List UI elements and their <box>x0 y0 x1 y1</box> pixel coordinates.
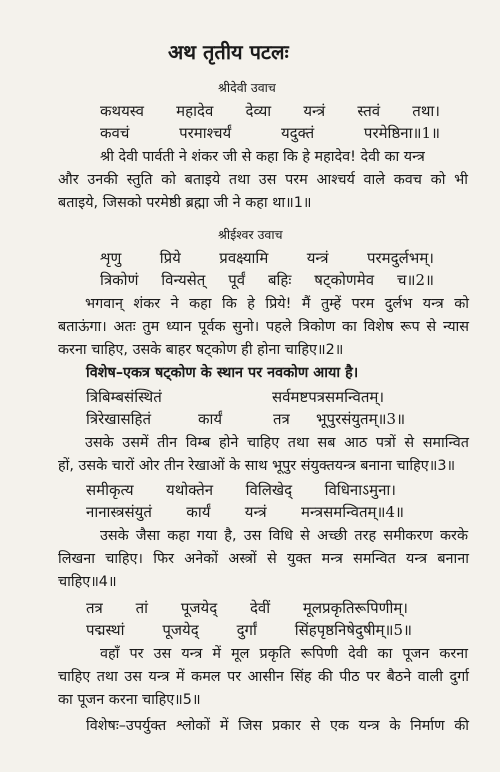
translation-line: करना चाहिए, उसके बाहर षट्कोण ही होना चाहिए॥2॥ <box>58 342 344 358</box>
chapter-title: अथ तृतीय पटलः <box>168 40 289 64</box>
verse-word: कार्यं <box>198 410 223 428</box>
translation-line: बताइये, जिसको परमेष्ठी ब्रह्मा जी ने कहा था॥1॥ <box>58 195 312 211</box>
verse-word: सर्वमष्टपत्रसमन्वितम्। <box>272 388 385 406</box>
verse-line: नानास्त्रसंयुतं कार्यं यन्त्रं मन्त्रसमन्वितम्॥4॥ <box>86 503 404 521</box>
translation-line: चाहिए॥4॥ <box>58 574 117 590</box>
translation-line: भगवान् शंकर ने कहा कि हे प्रिये! मैं तुम्हें परम दुर्लभ यन्त्र को <box>85 296 469 312</box>
translation-line: श्री देवी पार्वती ने शंकर जी से कहा कि हे महादेव! देवी का यन्त्र <box>100 149 425 165</box>
verse-word: त्रिरेखासहितं <box>86 410 151 428</box>
verse-line: कवचं परमाश्चर्यं यदुक्तं परमेष्ठिना॥1॥ <box>100 124 440 142</box>
translation-line: का पूजन करना चाहिए॥5॥ <box>58 692 201 708</box>
verse-line: तत्र तां पूजयेद् देवीं मूलप्रकृतिरूपिणीम्। <box>86 599 408 617</box>
translation-line: उसके उसमें तीन विम्ब होने चाहिए तथा सब आठ पत्रों से समान्वित <box>85 435 469 451</box>
verse-line: समीकृत्य यथोक्तेन विलिखेद् विधिनाऽमुना। <box>86 481 396 499</box>
verse-word: भूपुरसंयुतम्॥3॥ <box>316 410 406 428</box>
verse-line: शृणु प्रिये प्रवक्ष्यामि यन्त्रं परमदुर्लभम्। <box>100 249 434 267</box>
translation-line: उसके जैसा कहा गया है, उस विधि से अच्छी तरह समीकरण करके <box>100 528 468 544</box>
translation-line: बताऊंगा। अतः तुम ध्यान पूर्वक सुनो। पहले त्रिकोण का विशेष रूप से न्यास <box>58 319 469 335</box>
speaker-heading: श्रीदेवी उवाच <box>218 80 276 95</box>
speaker-heading: श्रीईश्वर उवाच <box>218 227 283 242</box>
translation-line: और उनकी स्तुति को बताइये तथा उस परम आश्चर्य वाले कवच को भी <box>58 172 468 188</box>
verse-line: कथयस्व महादेव देव्या यन्त्रं स्तवं तथा। <box>100 102 440 120</box>
footer-line: विशेषः–उपर्युक्त श्लोकों में जिस प्रकार से एक यन्त्र के निर्माण की <box>86 718 469 734</box>
verse-word: तत्र <box>273 410 290 428</box>
verse-word: त्रिबिम्बसंस्थितं <box>86 388 162 406</box>
translation-line: हों, उसके चारों ओर तीन रेखाओं के साथ भूपुर संयुक्तयन्त्र बनाना चाहिए॥3॥ <box>58 458 456 474</box>
verse-line: पद्मस्थां पूजयेद् दुर्गां सिंहपृष्ठनिषेदुषीम्॥5॥ <box>86 621 412 639</box>
note-line: विशेष–एकत्र षट्कोण के स्थान पर नवकोण आया है। <box>86 365 359 381</box>
verse-line: त्रिकोणं विन्यसेत् पूर्वं बहिः षट्कोणमेव च॥2॥ <box>100 271 434 289</box>
translation-line: चाहिए तथा उस यन्त्र में कमल पर आसीन सिंह की पीठ पर बैठने वाली दुर्गा <box>58 669 469 685</box>
translation-line: वहाँ पर उस यन्त्र में मूल प्रकृति रूपिणी देवी का पूजन करना <box>100 646 468 662</box>
translation-line: लिखना चाहिए। फिर अनेकों अस्त्रों से युक्त मन्त्र समन्वित यन्त्र बनाना <box>58 551 469 567</box>
